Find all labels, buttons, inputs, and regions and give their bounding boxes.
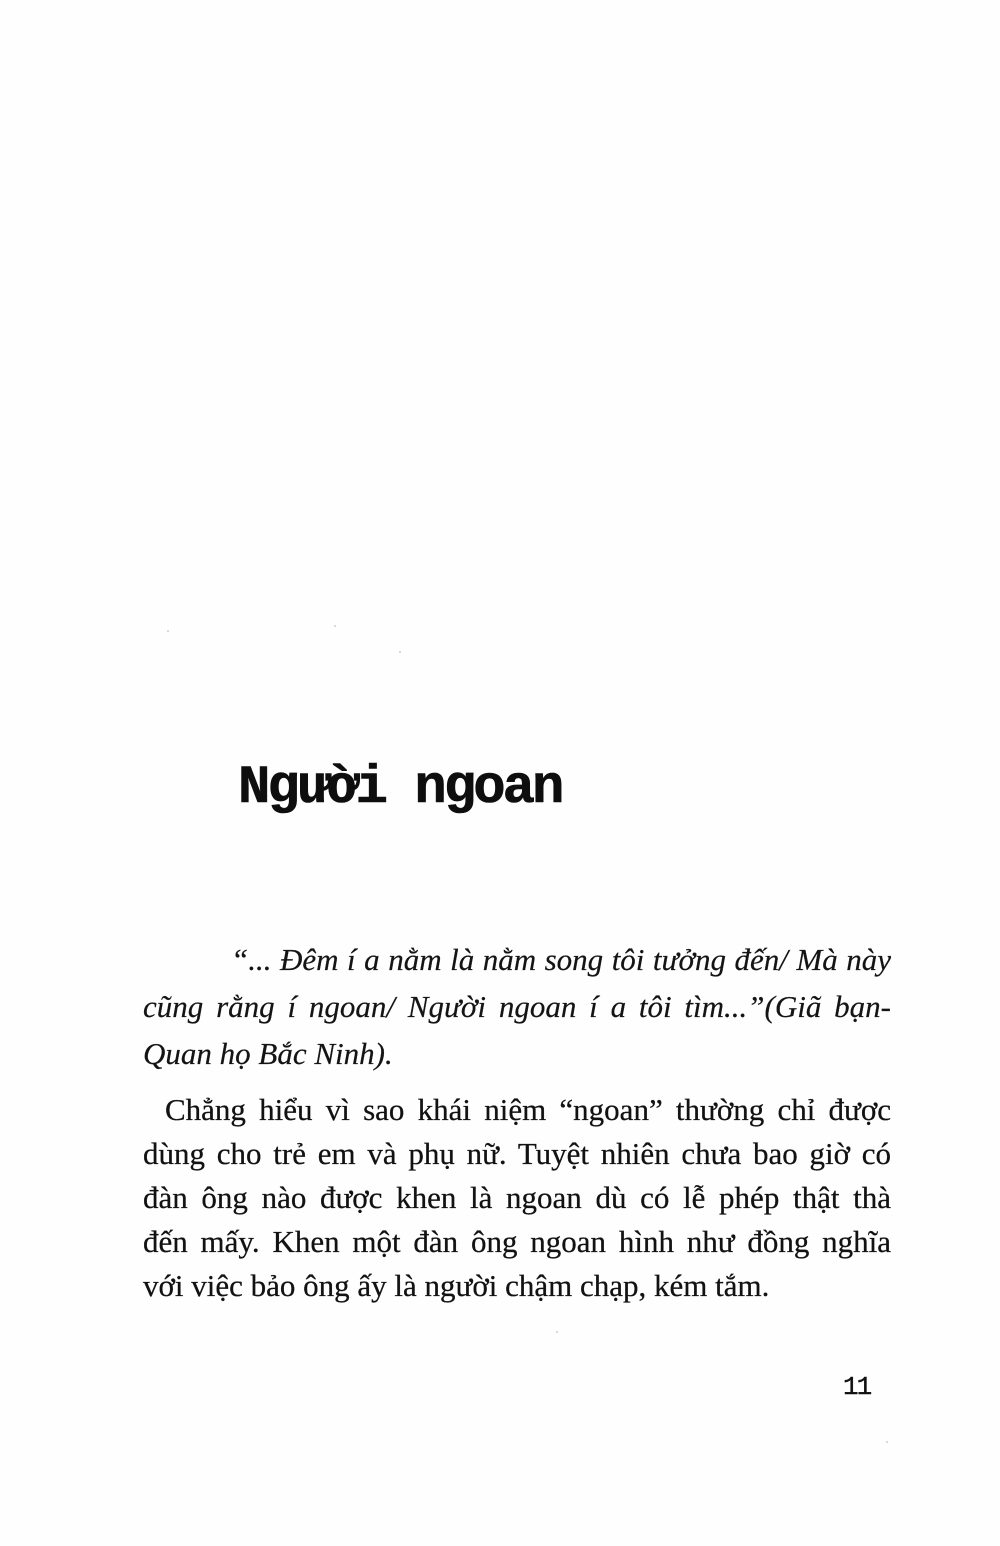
body-line: Chẳng hiểu vì sao khái niệm “ngoan” thường chỉ được [165, 1092, 891, 1127]
scan-speck [399, 651, 401, 653]
page-number: 11 [843, 1372, 871, 1402]
scan-speck [556, 1331, 558, 1333]
body-line: đến mấy. Khen một đàn ông ngoan hình như đồng nghĩa [143, 1224, 891, 1259]
quote-line: cũng rằng í ngoan/ Người ngoan í a tôi tìm...”(Giã bạn- [143, 989, 891, 1024]
quote-line: Quan họ Bắc Ninh). [143, 1036, 393, 1071]
quote-line: “... Đêm í a nằm là nằm song tôi tưởng đến/ Mà này [231, 942, 891, 977]
chapter-title: Người ngoan [238, 758, 562, 820]
scan-speck [334, 625, 336, 627]
body-line: đàn ông nào được khen là ngoan dù có lễ phép thật thà [143, 1180, 891, 1215]
epigraph-quote [143, 936, 891, 1077]
scan-speck [886, 1441, 888, 1443]
body-line: với việc bảo ông ấy là người chậm chạp, kém tắm. [143, 1268, 770, 1303]
body-line: dùng cho trẻ em và phụ nữ. Tuyệt nhiên chưa bao giờ có [143, 1136, 891, 1171]
scan-speck [167, 630, 169, 632]
body-paragraph [143, 1088, 891, 1308]
